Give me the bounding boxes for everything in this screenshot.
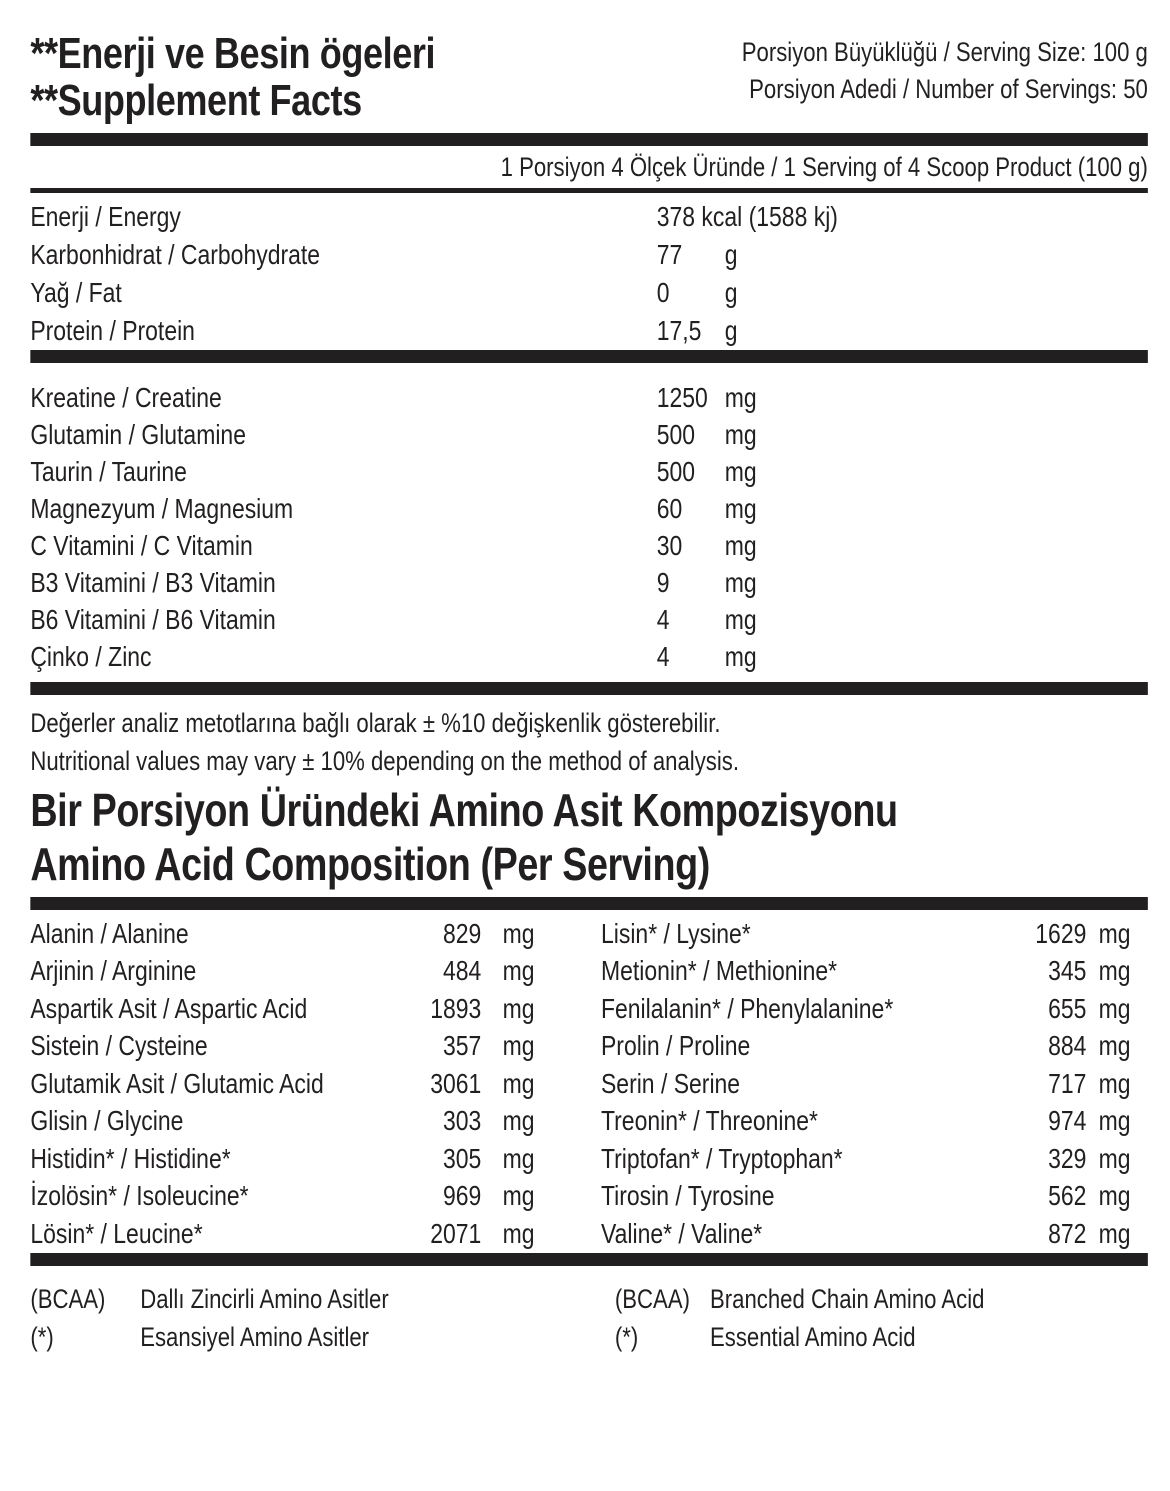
serving-header: 1 Porsiyon 4 Ölçek Üründe / 1 Serving of 4 Scoop Product (100 g) [500, 152, 1148, 182]
legend-key-tr: (*) [30, 1322, 54, 1352]
table-row [30, 1103, 551, 1141]
amino-value: 872 [1048, 1217, 1087, 1249]
divider-bar [30, 682, 1148, 695]
amino-label: Histidin* / Histidine* [30, 1142, 231, 1174]
amino-value: 717 [1048, 1067, 1087, 1099]
amino-label: İzolösin* / Isoleucine* [30, 1180, 249, 1212]
table-row [601, 1065, 1148, 1103]
table-row [601, 1178, 1148, 1216]
amino-unit: mg [1098, 1030, 1131, 1062]
table-row [601, 1215, 1148, 1253]
table-row [601, 1140, 1148, 1178]
amino-value: 357 [442, 1030, 482, 1062]
macro-table [30, 193, 1148, 350]
table-row [601, 990, 1148, 1028]
amino-column-left [30, 915, 551, 1253]
nutrient-unit: g [724, 277, 738, 308]
table-row [30, 527, 1148, 564]
variance-note-tr: Değerler analiz metotlarına bağlı olarak ± %10 değişkenlik gösterebilir. [30, 708, 721, 738]
table-row [601, 915, 1148, 953]
nutrient-unit: mg [724, 529, 757, 561]
amino-label: Arjinin / Arginine [30, 955, 197, 987]
amino-label: Valine* / Valine* [600, 1217, 763, 1249]
amino-unit: mg [502, 1067, 535, 1099]
variance-notes [30, 695, 1148, 780]
amino-label: Sistein / Cysteine [30, 1030, 208, 1062]
amino-unit: mg [502, 1142, 535, 1174]
table-row [30, 1178, 551, 1216]
amino-unit: mg [502, 1217, 535, 1249]
amino-unit: mg [1098, 1142, 1131, 1174]
nutrient-unit: mg [724, 455, 757, 487]
amino-label: Lösin* / Leucine* [30, 1217, 203, 1249]
legend-row [30, 1319, 1148, 1357]
amino-unit: mg [502, 917, 535, 949]
table-row [30, 638, 1148, 675]
table-row [30, 312, 1148, 350]
amino-unit: mg [502, 1180, 535, 1212]
table-row [30, 379, 1148, 416]
nutrient-label: B3 Vitamini / B3 Vitamin [30, 566, 276, 598]
serving-size-text: Porsiyon Büyüklüğü / Serving Size: 100 g [741, 37, 1148, 67]
nutrient-unit: mg [724, 492, 757, 524]
nutrient-unit: g [724, 239, 738, 270]
nutrient-label: B6 Vitamini / B6 Vitamin [30, 603, 276, 635]
nutrient-unit: mg [724, 418, 757, 450]
amino-unit: mg [1098, 917, 1131, 949]
amino-label: Alanin / Alanine [30, 917, 189, 949]
nutrient-value: 1250 [656, 381, 708, 413]
amino-value: 3061 [430, 1067, 482, 1099]
legend [30, 1266, 1148, 1357]
nutrient-label: Çinko / Zinc [30, 640, 152, 672]
amino-unit: mg [1098, 1105, 1131, 1137]
label-title [30, 30, 435, 124]
nutrient-value: 17,5 [656, 315, 702, 346]
amino-value: 329 [1048, 1142, 1087, 1174]
table-row [601, 953, 1148, 991]
legend-label-tr: Esansiyel Amino Asitler [140, 1322, 370, 1352]
nutrient-value: 9 [656, 566, 670, 598]
amino-unit: mg [502, 955, 535, 987]
nutrient-value: 30 [656, 529, 683, 561]
nutrient-unit: mg [724, 640, 757, 672]
nutrient-label: Enerji / Energy [30, 201, 181, 232]
amino-value: 829 [442, 917, 482, 949]
amino-label: Serin / Serine [600, 1067, 741, 1099]
amino-value: 303 [442, 1105, 482, 1137]
serving-info [742, 34, 1148, 108]
table-row [601, 1103, 1148, 1141]
amino-label: Tirosin / Tyrosine [600, 1180, 775, 1212]
table-row [30, 416, 1148, 453]
legend-key-en: (BCAA) [614, 1284, 690, 1314]
nutrient-value: 60 [656, 492, 683, 524]
nutrient-value: 77 [656, 239, 683, 270]
table-row [601, 1028, 1148, 1066]
divider-bar-top [30, 133, 1148, 146]
legend-row [30, 1281, 1148, 1319]
nutrient-label: Magnezyum / Magnesium [30, 492, 294, 524]
table-row [30, 198, 1148, 236]
amino-value: 562 [1048, 1180, 1087, 1212]
amino-label: Prolin / Proline [600, 1030, 751, 1062]
legend-key-tr: (BCAA) [30, 1284, 106, 1314]
nutrient-unit: mg [724, 603, 757, 635]
table-row [30, 490, 1148, 527]
nutrient-unit: g [724, 315, 738, 346]
amino-value: 2071 [430, 1217, 482, 1249]
amino-value: 884 [1048, 1030, 1087, 1062]
amino-table [30, 910, 1148, 1253]
nutrient-unit: mg [724, 566, 757, 598]
nutrient-label: Yağ / Fat [30, 277, 122, 308]
nutrient-label: Karbonhidrat / Carbohydrate [30, 239, 321, 270]
table-row [30, 1028, 551, 1066]
amino-label: Glutamik Asit / Glutamic Acid [30, 1067, 324, 1099]
amino-unit: mg [1098, 955, 1131, 987]
amino-label: Lisin* / Lysine* [600, 917, 751, 949]
amino-title-en: Amino Acid Composition (Per Serving) [30, 838, 710, 890]
legend-label-en: Essential Amino Acid [710, 1322, 916, 1352]
amino-label: Fenilalanin* / Phenylalanine* [600, 992, 894, 1024]
table-row [30, 990, 551, 1028]
amino-value: 974 [1048, 1105, 1087, 1137]
nutrient-value: 500 [656, 418, 696, 450]
number-of-servings-text: Porsiyon Adedi / Number of Servings: 50 [749, 74, 1148, 104]
amino-column-right [601, 915, 1148, 1253]
amino-unit: mg [502, 1105, 535, 1137]
table-row [30, 236, 1148, 274]
nutrient-value: 4 [656, 603, 670, 635]
amino-unit: mg [1098, 992, 1131, 1024]
nutrient-value: 500 [656, 455, 696, 487]
divider-bar-bottom [30, 1253, 1148, 1266]
table-row [30, 453, 1148, 490]
amino-value: 969 [442, 1180, 482, 1212]
table-row [30, 564, 1148, 601]
amino-value: 655 [1048, 992, 1087, 1024]
nutrient-value: 378 kcal (1588 kj) [656, 201, 838, 232]
label-header [30, 30, 1148, 124]
amino-value: 1629 [1035, 917, 1087, 949]
title-line-tr: **Enerji ve Besin ögeleri [30, 29, 436, 78]
nutrient-value: 0 [656, 277, 670, 308]
amino-unit: mg [1098, 1217, 1131, 1249]
amino-value: 1893 [430, 992, 482, 1024]
amino-label: Metionin* / Methionine* [600, 955, 838, 987]
amino-label: Treonin* / Threonine* [600, 1105, 818, 1137]
nutrient-unit: mg [724, 381, 757, 413]
table-row [30, 274, 1148, 312]
amino-label: Aspartik Asit / Aspartic Acid [30, 992, 308, 1024]
nutrient-value: 4 [656, 640, 670, 672]
legend-label-en: Branched Chain Amino Acid [710, 1284, 985, 1314]
variance-note-en: Nutritional values may vary ± 10% depending on the method of analysis. [30, 746, 739, 776]
micro-table [30, 363, 1148, 675]
nutrient-label: Taurin / Taurine [30, 455, 187, 487]
amino-unit: mg [502, 992, 535, 1024]
nutrient-label: C Vitamini / C Vitamin [30, 529, 253, 561]
amino-unit: mg [1098, 1180, 1131, 1212]
amino-unit: mg [502, 1030, 535, 1062]
title-line-en: **Supplement Facts [30, 76, 362, 125]
table-row [30, 1065, 551, 1103]
nutrient-label: Kreatine / Creatine [30, 381, 222, 413]
amino-section-title [30, 783, 1148, 891]
nutrient-label: Glutamin / Glutamine [30, 418, 246, 450]
legend-key-en: (*) [614, 1322, 639, 1352]
amino-value: 345 [1048, 955, 1087, 987]
table-row [30, 1215, 551, 1253]
amino-value: 484 [442, 955, 482, 987]
legend-label-tr: Dallı Zincirli Amino Asitler [140, 1284, 389, 1314]
supplement-label [0, 30, 1170, 1357]
amino-label: Triptofan* / Tryptophan* [600, 1142, 843, 1174]
amino-unit: mg [1098, 1067, 1131, 1099]
table-row [30, 1140, 551, 1178]
amino-value: 305 [442, 1142, 482, 1174]
table-row [30, 915, 551, 953]
divider-bar [30, 350, 1148, 363]
table-row [30, 601, 1148, 638]
amino-label: Glisin / Glycine [30, 1105, 184, 1137]
amino-title-tr: Bir Porsiyon Üründeki Amino Asit Kompozisyonu [30, 784, 898, 836]
nutrient-label: Protein / Protein [30, 315, 195, 346]
table-row [30, 953, 551, 991]
divider-bar [30, 897, 1148, 910]
